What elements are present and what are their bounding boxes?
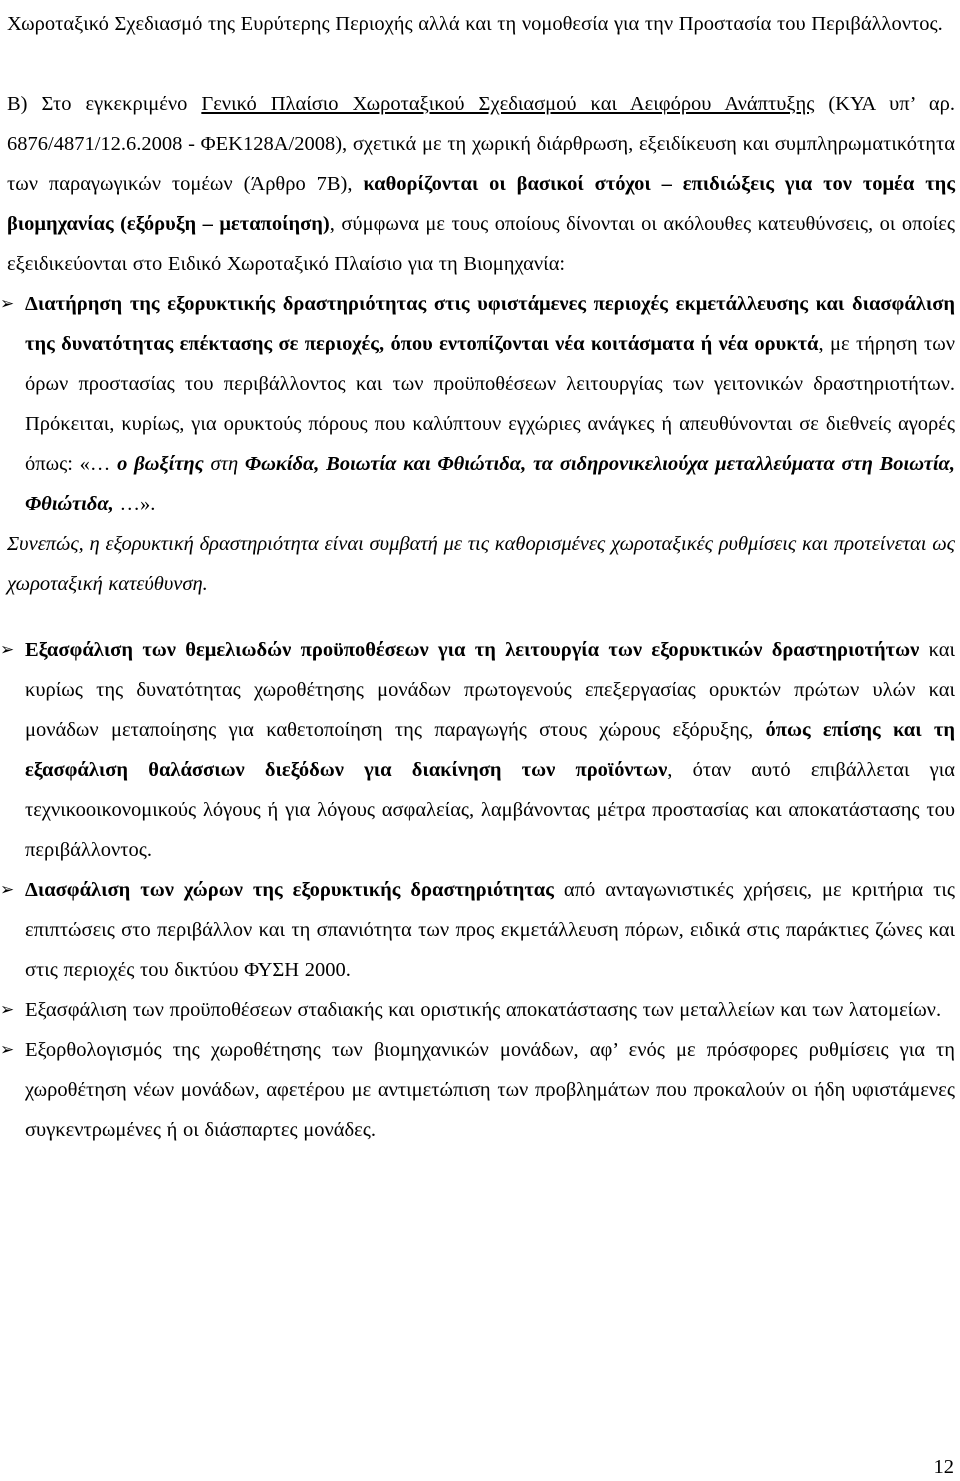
bold-emphasis: Εξασφάλιση των θεμελιωδών προϋποθέσεων για τη λειτουργία των εξορυκτικών δραστηριοτήτων <box>25 639 920 661</box>
paragraph-text: (ΚΥΑ υπ’ αρ. 6876/4871/12.6.2008 - ΦΕΚ128Α/2008), σχετικά με τη χωρική διάρθρωση, εξειδίκευση και συμπληρωματικότητα των παραγωγικών τομέων (Άρθρο 7Β), <box>7 93 955 195</box>
paragraph-text: Χωροταξικό Σχεδιασμό της Ευρύτερης Περιοχής αλλά και τη νομοθεσία για την Προστασία του Περιβάλλοντος. <box>7 13 943 35</box>
bold-italic-emphasis: Φωκίδα, Βοιωτία και Φθιώτιδα, τα σιδηρονικελιούχα μεταλλεύματα στη Βοιωτία, Φθιώτιδα, <box>25 453 956 515</box>
paragraph-text: , σύμφωνα με τους οποίους δίνονται οι ακόλουθες κατευθύνσεις, οι οποίες εξειδικεύονται στο Ειδικό Χωροταξικό Πλαίσιο για τη Βιομηχανία: <box>7 213 955 275</box>
bold-emphasis: Διατήρηση της εξορυκτικής δραστηριότητας στις υφιστάμενες περιοχές εκμετάλλευσης και διασφάλιση της δυνατότητας επέκτασης σε περιοχές, όπου εντοπίζονται νέα κοιτάσματα ή νέα ορυκτά <box>25 293 955 355</box>
arrow-bullet-icon: ➢ <box>0 880 15 900</box>
arrow-bullet-icon: ➢ <box>0 640 15 660</box>
bullet-item-restoration <box>0 990 955 1030</box>
bullet-item-fundamental-conditions <box>0 630 955 870</box>
document-page <box>0 4 956 1150</box>
paragraph-text: …». <box>113 493 156 515</box>
paragraph-intro-continuation <box>7 4 955 44</box>
bold-emphasis: Διασφάλιση των χώρων της εξορυκτικής δραστηριότητας <box>25 879 554 901</box>
arrow-bullet-icon: ➢ <box>0 1000 15 1020</box>
arrow-bullet-icon: ➢ <box>0 1040 15 1060</box>
bullet-item-protect-areas <box>0 870 955 990</box>
paragraph-text: Εξασφάλιση των προϋποθέσεων σταδιακής και οριστικής αποκατάστασης των μεταλλείων και των λατομείων. <box>25 999 942 1021</box>
paragraph-text: και κυρίως της δυνατότητας χωροθέτησης μονάδων πρωτογενούς επεξεργασίας ορυκτών πρώτων υλών και μονάδων μεταποίησης για καθετοποίηση της παραγωγής στους χώρους εξόρυξης, <box>25 639 955 741</box>
paragraph-general-framework <box>7 84 955 284</box>
italic-text: στη <box>203 453 245 475</box>
spacer <box>7 44 955 84</box>
paragraph-conclusion <box>7 524 955 604</box>
bold-emphasis: όπως επίσης και τη εξασφάλιση θαλάσσιων διεξόδων για διακίνηση των προϊόντων <box>25 719 955 781</box>
bullet-item-rationalization <box>0 1030 955 1150</box>
paragraph-text: Εξορθολογισμός της χωροθέτησης των βιομηχανικών μονάδων, αφ’ ενός με πρόσφορες ρυθμίσεις για τη χωροθέτηση νέων μονάδων, αφετέρου με αντιμετώπιση των προβλημάτων που προκαλούν οι ήδη υφιστάμενες συγκεντρωμένες ή οι διάσπαρτες μονάδες. <box>25 1039 955 1141</box>
paragraph-text: , με τήρηση των όρων προστασίας του περιβάλλοντος και των προϋποθέσεων λειτουργίας των γειτονικών δραστηριοτήτων. Πρόκειται, κυρίως, για ορυκτούς πόρους που καλύπτουν εγχώριες ανάγκες ή απευθύνονται σε διεθνείς αγορές όπως: «… <box>25 333 955 475</box>
paragraph-text: Β) Στο εγκεκριμένο <box>7 93 202 115</box>
underlined-document-title: Γενικό Πλαίσιο Χωροταξικού Σχεδιασμού και Αειφόρου Ανάπτυξης <box>201 93 815 115</box>
paragraph-text: , όταν αυτό επιβάλλεται για τεχνικοοικονομικούς λόγους ή για λόγους ασφαλείας, λαμβάνοντας μέτρα προστασίας και αποκατάστασης του περιβάλλοντος. <box>25 759 955 861</box>
paragraph-text: από ανταγωνιστικές χρήσεις, με κριτήρια τις επιπτώσεις στο περιβάλλον και τη σπανιότητα των προς εκμετάλλευση πόρων, ειδικά στις παράκτιες ζώνες και στις περιοχές του δικτύου ΦΥΣΗ 2000. <box>25 879 955 981</box>
bold-italic-emphasis: ο βωξίτης <box>117 453 204 475</box>
page-number: 12 <box>933 1456 954 1478</box>
spacer <box>7 604 955 630</box>
arrow-bullet-icon: ➢ <box>0 294 15 314</box>
bullet-item-maintain-extraction <box>0 284 956 524</box>
bold-emphasis: καθορίζονται οι βασικοί στόχοι – επιδιώξεις για τον τομέα της βιομηχανίας (εξόρυξη – μεταποίηση) <box>7 173 955 235</box>
italic-text: Συνεπώς, η εξορυκτική δραστηριότητα είναι συμβατή με τις καθορισμένες χωροταξικές ρυθμίσεις και προτείνεται ως χωροταξική κατεύθυνση. <box>7 533 955 595</box>
